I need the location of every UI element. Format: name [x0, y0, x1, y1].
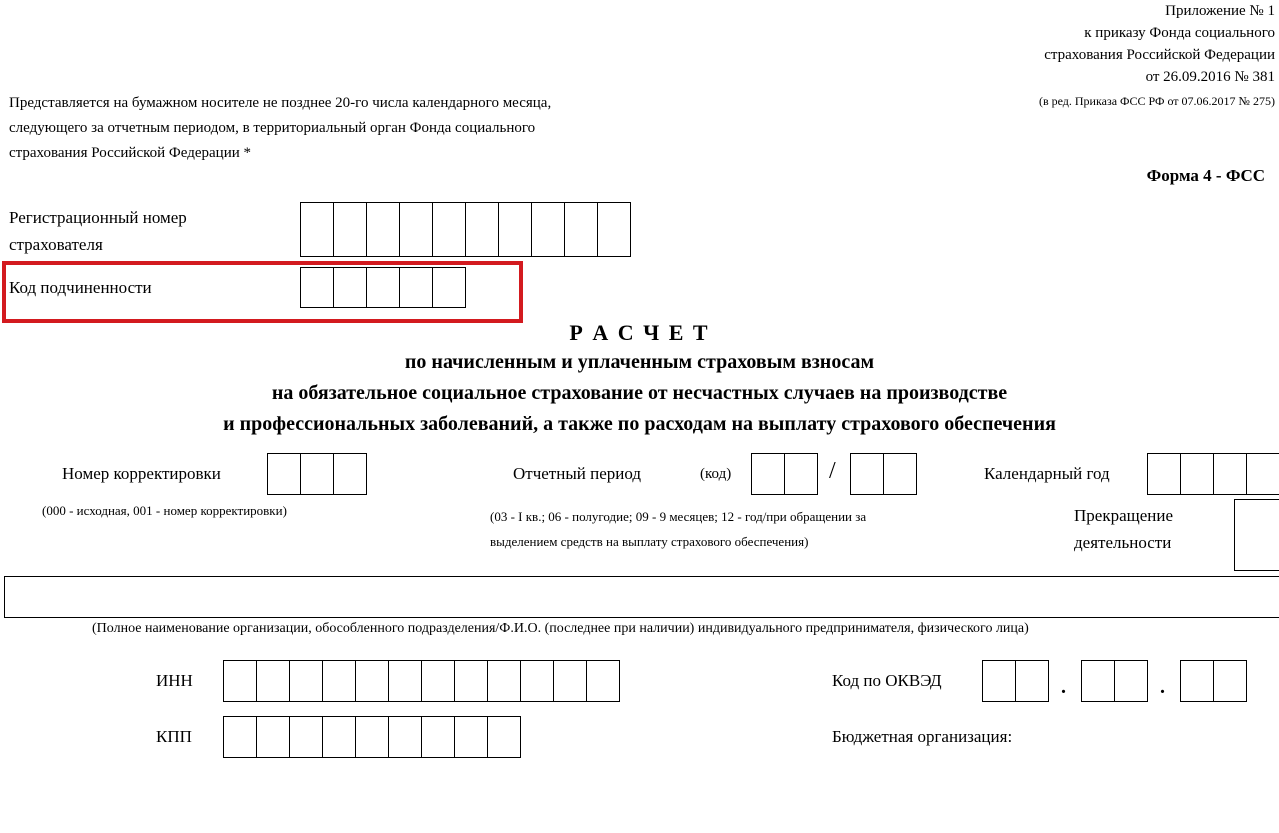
kpp-cell[interactable]	[223, 716, 257, 758]
inn-cell[interactable]	[553, 660, 587, 702]
correction-hint: (000 - исходная, 001 - номер корректировки)	[42, 503, 287, 518]
appendix-line-2: к приказу Фонда социального	[1084, 25, 1275, 41]
inn-cell[interactable]	[223, 660, 257, 702]
document-subtitle-2: на обязательное социальное страхование от несчастных случаев на производстве	[271, 382, 1008, 404]
kpp-input[interactable]	[223, 716, 521, 758]
calendar-year-cell[interactable]	[1246, 453, 1279, 495]
correction-number-cell[interactable]	[333, 453, 367, 495]
termination-input[interactable]	[1234, 499, 1279, 571]
inn-cell[interactable]	[520, 660, 554, 702]
reporting-period-cell[interactable]	[751, 453, 785, 495]
reg-number-cell[interactable]	[597, 202, 631, 257]
reg-number-cell[interactable]	[399, 202, 433, 257]
subordination-code-input[interactable]	[300, 267, 466, 308]
kpp-cell[interactable]	[388, 716, 422, 758]
okved-dot-1: .	[1061, 676, 1066, 698]
inn-cell[interactable]	[586, 660, 620, 702]
document-subtitle-1: по начисленным и уплаченным страховым взносам	[404, 351, 875, 373]
reg-number-cell[interactable]	[564, 202, 598, 257]
calendar-year-input[interactable]	[1147, 453, 1279, 495]
kpp-cell[interactable]	[487, 716, 521, 758]
okved-cell[interactable]	[1213, 660, 1247, 702]
okved-cell[interactable]	[1180, 660, 1214, 702]
appendix-line-1: Приложение № 1	[1165, 3, 1275, 19]
subordination-code-cell[interactable]	[300, 267, 334, 308]
submission-line-2: следующего за отчетным периодом, в территориальный орган Фонда социального	[9, 120, 536, 136]
kpp-cell[interactable]	[421, 716, 455, 758]
kpp-cell[interactable]	[256, 716, 290, 758]
okved-input-3[interactable]	[1180, 660, 1247, 702]
reg-number-cell[interactable]	[366, 202, 400, 257]
request-number-input[interactable]	[850, 453, 917, 495]
kpp-cell[interactable]	[322, 716, 356, 758]
correction-number-input[interactable]	[267, 453, 367, 495]
calendar-year-cell[interactable]	[1180, 453, 1214, 495]
kpp-cell[interactable]	[289, 716, 323, 758]
subordination-code-cell[interactable]	[399, 267, 433, 308]
correction-number-label: Номер корректировки	[62, 464, 221, 483]
period-hint: (03 - I кв.; 06 - полугодие; 09 - 9 месяцев; 12 - год/при обращении за выделением средств на выплату страхового обеспечения)	[490, 509, 867, 549]
period-separator: /	[829, 458, 836, 484]
inn-input[interactable]	[223, 660, 620, 702]
inn-cell[interactable]	[289, 660, 323, 702]
inn-cell[interactable]	[454, 660, 488, 702]
inn-cell[interactable]	[256, 660, 290, 702]
inn-label: ИНН	[156, 671, 193, 690]
request-number-cell[interactable]	[883, 453, 917, 495]
okved-cell[interactable]	[1015, 660, 1049, 702]
appendix-block	[1044, 0, 1275, 88]
reporting-period-input[interactable]	[751, 453, 818, 495]
calendar-year-cell[interactable]	[1147, 453, 1181, 495]
reg-number-cell[interactable]	[300, 202, 334, 257]
kpp-cell[interactable]	[454, 716, 488, 758]
submission-line-3: страхования Российской Федерации *	[9, 145, 251, 161]
reg-number-cell[interactable]	[333, 202, 367, 257]
inn-cell[interactable]	[388, 660, 422, 702]
document-subtitle-3: и профессиональных заболеваний, а также по расходам на выплату страхового обеспечения	[223, 413, 1056, 435]
org-name-hint: (Полное наименование организации, обособленного подразделения/Ф.И.О. (последнее при наличии) индивидуального предпринимателя, физического лица)	[92, 621, 1029, 636]
okved-cell[interactable]	[1081, 660, 1115, 702]
okved-dot-2: .	[1160, 676, 1165, 698]
termination-label: Прекращение деятельности	[1074, 506, 1174, 552]
appendix-line-4: от 26.09.2016 № 381	[1145, 69, 1275, 85]
submission-note	[9, 91, 551, 166]
correction-number-cell[interactable]	[267, 453, 301, 495]
reporting-period-label: Отчетный период	[513, 464, 641, 483]
document-title: Р А С Ч Е Т	[569, 320, 710, 345]
kpp-label: КПП	[156, 727, 192, 746]
reporting-period-cell[interactable]	[784, 453, 818, 495]
inn-cell[interactable]	[322, 660, 356, 702]
subordination-code-label: Код подчиненности	[9, 278, 152, 297]
submission-line-1: Представляется на бумажном носителе не позднее 20-го числа календарного месяца,	[9, 95, 552, 111]
okved-input-2[interactable]	[1081, 660, 1148, 702]
amendment-note: (в ред. Приказа ФСС РФ от 07.06.2017 № 275)	[1038, 94, 1275, 108]
calendar-year-label: Календарный год	[984, 464, 1110, 483]
reg-number-input[interactable]	[300, 202, 631, 257]
budget-org-label: Бюджетная организация:	[832, 727, 1013, 746]
appendix-line-3: страхования Российской Федерации	[1044, 47, 1275, 63]
subordination-code-cell[interactable]	[333, 267, 367, 308]
reg-number-cell[interactable]	[531, 202, 565, 257]
okved-input-1[interactable]	[982, 660, 1049, 702]
inn-cell[interactable]	[355, 660, 389, 702]
request-number-cell[interactable]	[850, 453, 884, 495]
calendar-year-cell[interactable]	[1213, 453, 1247, 495]
subordination-code-cell[interactable]	[432, 267, 466, 308]
org-name-input[interactable]	[4, 576, 1279, 618]
reg-number-cell[interactable]	[465, 202, 499, 257]
okved-label: Код по ОКВЭД	[832, 671, 942, 690]
reg-number-label: Регистрационный номер страхователя	[9, 208, 187, 254]
subordination-code-cell[interactable]	[366, 267, 400, 308]
reg-number-cell[interactable]	[432, 202, 466, 257]
kpp-cell[interactable]	[355, 716, 389, 758]
form-name: Форма 4 - ФСС	[1146, 166, 1265, 185]
inn-cell[interactable]	[421, 660, 455, 702]
reporting-period-code-label: (код)	[700, 466, 732, 482]
correction-number-cell[interactable]	[300, 453, 334, 495]
reg-number-cell[interactable]	[498, 202, 532, 257]
okved-cell[interactable]	[982, 660, 1016, 702]
okved-cell[interactable]	[1114, 660, 1148, 702]
inn-cell[interactable]	[487, 660, 521, 702]
